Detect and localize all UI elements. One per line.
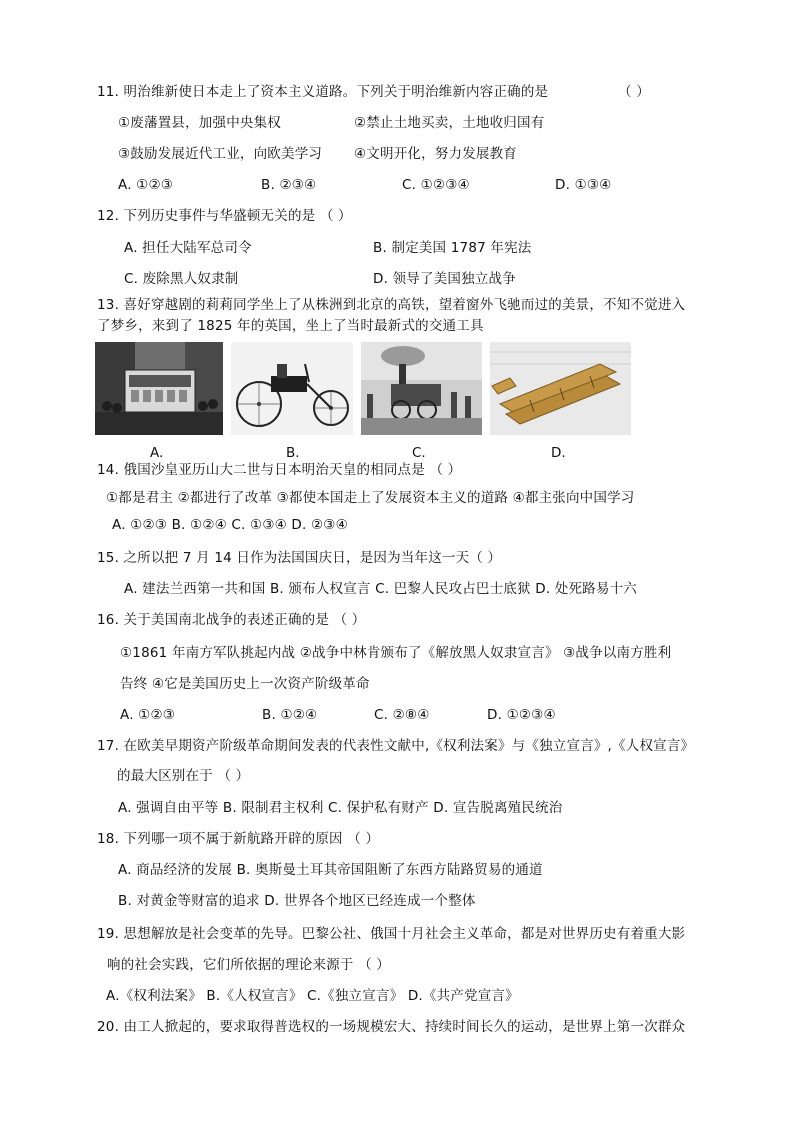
q11-paren: （ ） <box>618 84 650 100</box>
q17-stem-line2: 的最大区别在于 （ ） <box>117 768 250 784</box>
q16-items-line1: ①1861 年南方军队挑起内战 ②战争中林肯颁布了《解放黑人奴隶宣言》 ③战争以南方胜利 <box>120 645 672 661</box>
q16-option-b: B. ①②④ <box>262 707 318 723</box>
q14-items: ①都是君主 ②都进行了改革 ③都使本国走上了发展资本主义的道路 ④都主张向中国学习 <box>106 490 635 506</box>
q11-item-1: ①废藩置县，加强中央集权 <box>118 115 282 131</box>
q13-caption-b: B. <box>286 445 300 461</box>
q16-option-c: C. ②⑧④ <box>374 707 430 723</box>
q16-option-d: D. ①②③④ <box>487 707 556 723</box>
q17-stem-line1: 17. 在欧美早期资产阶级革命期间发表的代表性文献中,《权利法案》与《独立宣言》,《人权宣言》 <box>97 738 695 754</box>
q18-stem: 18. 下列哪一项不属于新航路开辟的原因 （ ） <box>97 831 380 847</box>
q13-caption-d: D. <box>551 445 566 461</box>
q15-stem: 15. 之所以把 7 月 14 日作为法国国庆日，是因为当年这一天（ ） <box>97 550 502 566</box>
q13-stem-line1: 13. 喜好穿越剧的莉莉同学坐上了从株洲到北京的高铁，望着窗外飞驰而过的美景，不知不觉进入 <box>97 297 686 313</box>
q11-item-4: ④文明开化，努力发展教育 <box>354 146 518 162</box>
q20-stem: 20. 由工人掀起的，要求取得普选权的一场规模宏大、持续时间长久的运动，是世界上第一次群众 <box>97 1019 686 1035</box>
q11-option-b: B. ②③④ <box>261 177 317 193</box>
q12-option-a: A. 担任大陆军总司令 <box>124 240 252 256</box>
tram-photo <box>95 342 223 435</box>
q12-option-d: D. 领导了美国独立战争 <box>373 271 516 287</box>
q12-option-b: B. 制定美国 1787 年宪法 <box>373 240 532 256</box>
q16-stem: 16. 关于美国南北战争的表述正确的是 （ ） <box>97 612 366 628</box>
q19-stem-line2: 响的社会实践，它们所依据的理论来源于 （ ） <box>107 957 390 973</box>
q11-item-2: ②禁止土地买卖，土地收归国有 <box>354 115 545 131</box>
q11-option-d: D. ①③④ <box>555 177 612 193</box>
q13-caption-a: A. <box>150 445 164 461</box>
q16-option-a: A. ①②③ <box>120 707 176 723</box>
q11-option-a: A. ①②③ <box>118 177 174 193</box>
steam-locomotive-photo <box>361 342 482 435</box>
airplane-photo <box>490 342 631 435</box>
q15-options: A. 建法兰西第一共和国 B. 颁布人权宣言 C. 巴黎人民攻占巴士底狱 D. 处死路易十六 <box>124 581 637 597</box>
q14-stem: 14. 俄国沙皇亚历山大二世与日本明治天皇的相同点是 （ ） <box>97 462 462 478</box>
q14-options: A. ①②③ B. ①②④ C. ①③④ D. ②③④ <box>112 517 348 533</box>
q18-options-line2: B. 对黄金等财富的追求 D. 世界各个地区已经连成一个整体 <box>118 893 476 909</box>
q17-options: A. 强调自由平等 B. 限制君主权利 C. 保护私有财产 D. 宣告脱离殖民统治 <box>118 800 563 816</box>
q19-stem-line1: 19. 思想解放是社会变革的先导。巴黎公社、俄国十月社会主义革命，都是对世界历史有着重大影 <box>97 926 686 942</box>
q16-items-line2: 告终 ④它是美国历史上一次资产阶级革命 <box>120 676 370 692</box>
q18-options-line1: A. 商品经济的发展 B. 奥斯曼土耳其帝国阻断了东西方陆路贸易的通道 <box>118 862 543 878</box>
motorcar-photo <box>231 342 353 435</box>
q13-stem-line2: 了梦乡，来到了 1825 年的英国，坐上了当时最新式的交通工具 <box>97 318 484 334</box>
q12-stem: 12. 下列历史事件与华盛顿无关的是 （ ） <box>97 208 352 224</box>
q11-option-c: C. ①②③④ <box>402 177 470 193</box>
q13-caption-c: C. <box>412 445 426 461</box>
q19-options: A.《权利法案》 B.《人权宣言》 C.《独立宣言》 D.《共产党宣言》 <box>106 988 519 1004</box>
q12-option-c: C. 废除黑人奴隶制 <box>124 271 239 287</box>
q11-stem: 11. 明治维新使日本走上了资本主义道路。下列关于明治维新内容正确的是 <box>97 84 549 100</box>
q11-item-3: ③鼓励发展近代工业，向欧美学习 <box>118 146 323 162</box>
